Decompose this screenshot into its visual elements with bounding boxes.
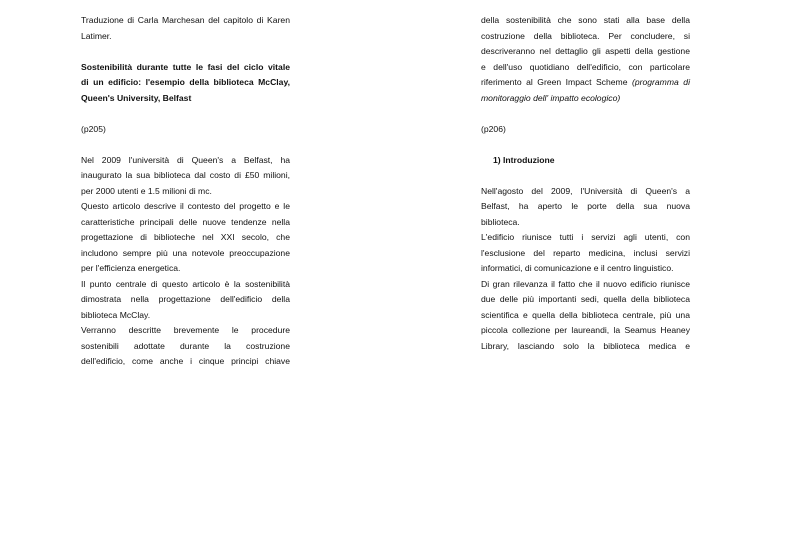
intro-line: costruzione della biblioteca. Per concludere, si (481, 30, 690, 41)
body-line: dimostrata nella progettazione dell'edificio della (81, 294, 290, 304)
body-line: l'esclusione del reparto medicina, inclusi servizi (481, 247, 690, 258)
body-line: per l'efficienza energetica. (81, 263, 181, 273)
intro-line: e dell'uso quotidiano dell'edificio, con particolare (481, 61, 690, 72)
section-heading: 1) Introduzione (493, 154, 555, 165)
intro-italic-text: (programma di (631, 77, 690, 87)
body-line: scientifica e quella della biblioteca centrale, più una (481, 309, 690, 320)
body-line: Library, lasciando solo la biblioteca medica e (481, 340, 690, 351)
body-line: sostenibili adottate durante la costruzione (81, 340, 290, 351)
body-line: piccola collezione per laureandi, la Seamus Heaney (481, 325, 690, 335)
body-line: Belfast, ha aperto le porte della sua nuova (481, 201, 690, 211)
page-reference: (p206) (481, 123, 506, 134)
intro-line: della sostenibilità che sono stati alla base della (481, 15, 690, 25)
body-line: due delle più importanti sedi, quella della biblioteca (481, 294, 690, 304)
body-line: includono sempre più una notevole preoccupazione (81, 247, 290, 258)
intro-line-with-italic (481, 75, 690, 91)
article-title-line-1: Sostenibilità durante tutte le fasi del ciclo vitale (81, 61, 290, 72)
translation-credit-line-1: Traduzione di Carla Marchesan del capitolo di Karen (81, 15, 290, 25)
body-line: Il punto centrale di questo articolo è la sostenibilità (81, 278, 290, 289)
body-line: Di gran rilevanza il fatto che il nuovo edificio riunisce (481, 278, 690, 289)
body-line: inaugurato la sua biblioteca dal costo di £50 milioni, (81, 170, 290, 180)
body-line: per 2000 utenti e 1.5 milioni di mc. (81, 185, 212, 196)
intro-italic-line: monitoraggio dell' impatto ecologico) (481, 92, 621, 103)
body-line: biblioteca McClay. (81, 309, 151, 320)
body-line: dell'edificio, come anche i cinque principi chiave (81, 356, 290, 366)
body-line: biblioteca. (481, 216, 520, 227)
article-title-line-2: di un edificio: l'esempio della biblioteca McClay, (81, 77, 290, 87)
article-title-line-3: Queen's University, Belfast (81, 92, 192, 103)
body-line: informatici, di comunicazione e il centro linguistico. (481, 263, 674, 273)
body-line: Nell'agosto del 2009, l'Università di Queen's a (481, 185, 690, 196)
body-line: Verranno descritte brevemente le procedure (81, 325, 290, 335)
body-line: Questo articolo descrive il contesto del progetto e le (81, 201, 290, 211)
page-reference: (p205) (81, 123, 106, 134)
right-column (481, 13, 690, 354)
body-line: L'edificio riunisce tutti i servizi agli utenti, con (481, 232, 690, 242)
intro-line: descriveranno nel dettaglio gli aspetti della gestione (481, 46, 690, 56)
translation-credit-line-2: Latimer. (81, 30, 112, 41)
body-line: Nel 2009 l'università di Queen's a Belfast, ha (81, 154, 290, 165)
body-line: caratteristiche principali delle nuove tendenze nella (81, 216, 290, 227)
intro-text: riferimento al Green Impact Scheme (481, 77, 628, 87)
body-line: progettazione di biblioteche nel XXI secolo, che (81, 232, 290, 242)
left-column (81, 13, 290, 370)
